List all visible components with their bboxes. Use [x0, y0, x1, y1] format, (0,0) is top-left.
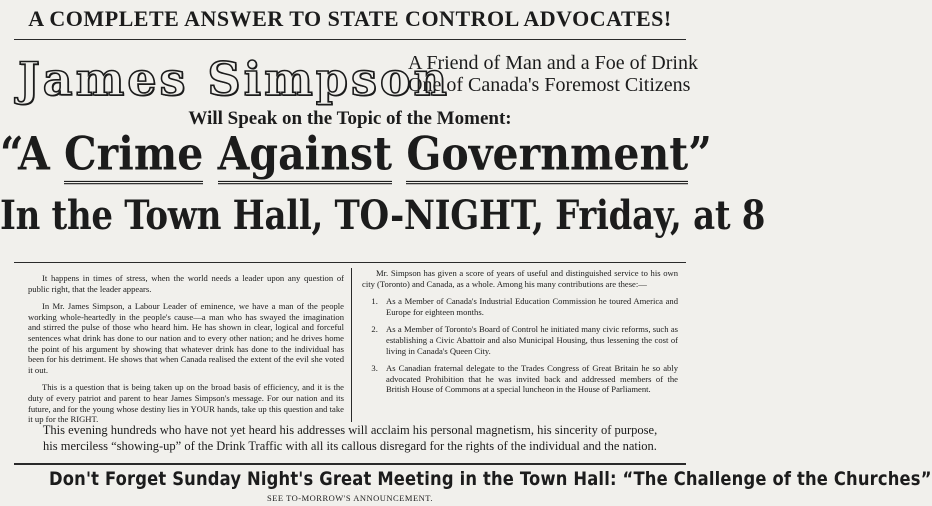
list-item: 1. As a Member of Canada's Industrial Education Commission he toured America and Europe for eighteen months. — [380, 296, 678, 317]
mid-rule — [14, 262, 686, 263]
topic-word: Against — [218, 127, 392, 184]
topic-word: Government — [406, 127, 688, 184]
footer-announcement: Don't Forget Sunday Night's Great Meeting in the Town Hall: “The Challenge of the Churches” — [49, 468, 932, 490]
bottom-rule — [14, 463, 686, 465]
speak-line: Will Speak on the Topic of the Moment: — [188, 108, 512, 129]
list-item: 3. As Canadian fraternal delegate to the Trades Congress of Great Britain he so ably advocated Prohibition that he was invited back and addressed members of the British House of Commons at a special luncheon in the House of Parliament. — [380, 363, 678, 395]
speaker-tagline-2: One of Canada's Foremost Citizens — [408, 74, 691, 96]
list-item: 2. As a Member of Toronto's Board of Control he initiated many civic reforms, such as establishing a Civic Abattoir and also Municipal Housing, thus lessening the cost of living in Canada's Queen City. — [380, 324, 678, 356]
paragraph: Mr. Simpson has given a score of years of useful and distinguished service to his own city (Toronto) and Canada, as a whole. Among his many contributions are these:— — [362, 268, 678, 289]
top-rule — [14, 39, 686, 40]
column-divider — [351, 268, 352, 422]
topic-word: Crime — [64, 127, 203, 184]
topic-word: A — [17, 127, 50, 181]
topic-title — [0, 127, 712, 181]
right-column — [362, 268, 678, 402]
venue-line: In the Town Hall, TO-NIGHT, Friday, at 8 — [0, 192, 766, 240]
contributions-list — [362, 296, 678, 395]
paragraph: In Mr. James Simpson, a Labour Leader of eminence, we have a man of the people working whole-heartedly in the people's cause—a man who has swayed the imagination and stirred the pulse of those who heard him. He has shown in clear, logical and forceful sentences what drink has done to our nation and to every other nation; and he drives home the point of his argument by showing that whatever drink has done to the individual has been for his detriment. He shows that when Canada realised the extent of the evil she voted it out. — [28, 301, 344, 375]
speaker-tagline-1: A Friend of Man and a Foe of Drink — [408, 52, 698, 74]
paragraph: It happens in times of stress, when the world needs a leader upon any question of public right, that the leader appears. — [28, 273, 344, 294]
footnote: SEE TO-MORROW'S ANNOUNCEMENT. — [267, 493, 433, 503]
speaker-name: James Simpson — [18, 52, 450, 106]
paragraph: This is a question that is being taken up on the broad basis of efficiency, and it is the duty of every patriot and parent to hear James Simpson's message. For our nation and its future, and for the young whose destiny lies in YOUR hands, take up this question and take it up for the RIGHT. — [28, 382, 344, 425]
headline: A COMPLETE ANSWER TO STATE CONTROL ADVOCATES! — [28, 6, 672, 31]
left-column — [28, 273, 344, 432]
closing-paragraph: This evening hundreds who have not yet heard his addresses will acclaim his personal magnetism, his sincerity of purpose, his merciless “showing-up” of the Drink Traffic with all its callous disregard for the rights of the individual and the nation. — [42, 423, 658, 453]
topic-close-quote: ” — [688, 127, 712, 181]
topic-open-quote: “ — [0, 127, 18, 181]
